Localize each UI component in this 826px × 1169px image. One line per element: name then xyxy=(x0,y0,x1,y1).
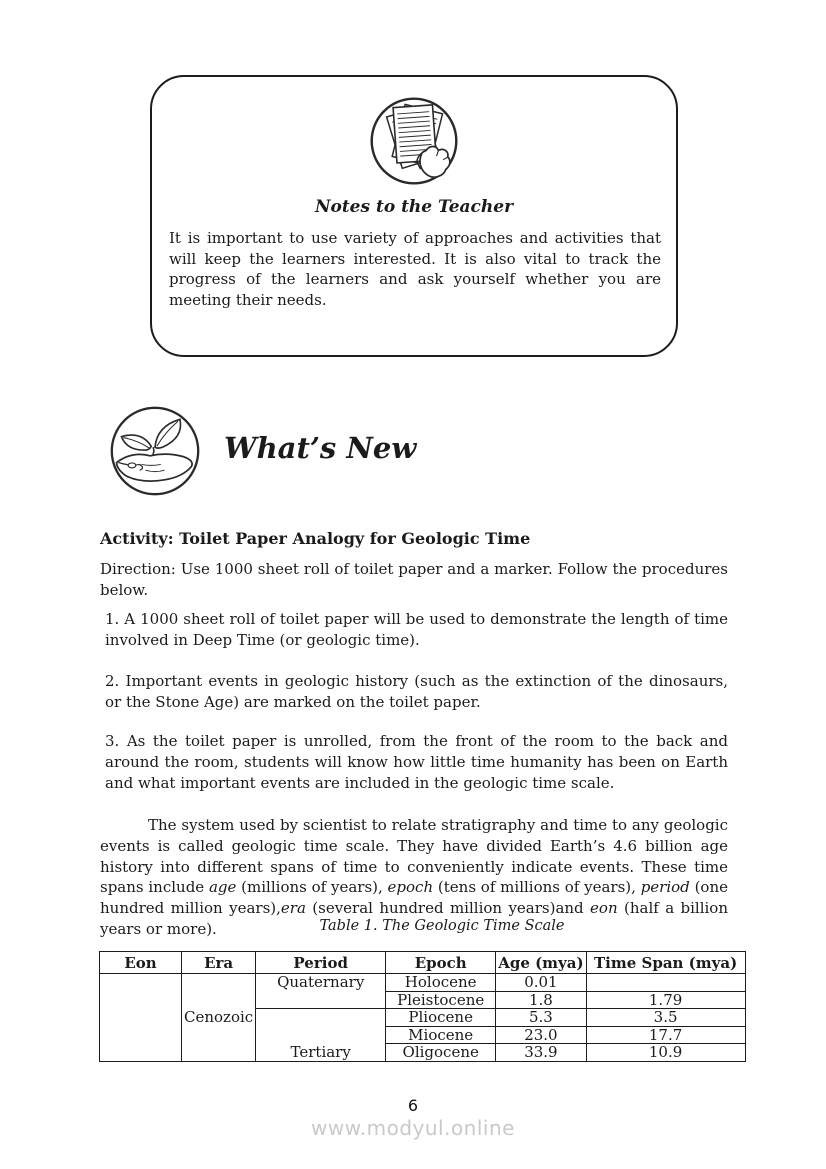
cell-time-span: 10.9 xyxy=(586,1044,745,1062)
header-period: Period xyxy=(256,952,386,974)
cell-period-quaternary: Quaternary xyxy=(256,974,386,1009)
cell-age: 5.3 xyxy=(496,1009,586,1027)
geologic-time-paragraph: The system used by scientist to relate stratigraphy and time to any geologic events is called geologic time scale. They have divided Earth’s 4.6 billion age history into different spans of time to conveniently indicate events. These time spans include age (millions of years), epoch (tens of millions of years), period (one hundred million years),era (several hundred million years)and eon (half a billion years or more). xyxy=(100,816,728,938)
notes-to-teacher-box xyxy=(150,75,678,357)
procedure-step-2: 2. Important events in geologic history (such as the extinction of the dinosaurs, or the Stone Age) are marked on the toilet paper. xyxy=(105,672,728,711)
cell-time-span: 3.5 xyxy=(586,1009,745,1027)
page-number: 6 xyxy=(407,1096,419,1115)
cell-epoch: Pleistocene xyxy=(386,991,496,1009)
procedure-step-1: 1. A 1000 sheet roll of toilet paper will be used to demonstrate the length of time involved in Deep Time (or geologic time). xyxy=(105,610,728,649)
watermark-text: www.modyul.online xyxy=(311,1116,515,1140)
header-eon: Eon xyxy=(100,952,182,974)
table-row xyxy=(100,974,746,992)
whats-new-heading: What’s New xyxy=(224,431,417,465)
cell-epoch: Holocene xyxy=(386,974,496,992)
activity-heading: Activity: Toilet Paper Analogy for Geologic Time xyxy=(100,529,531,548)
header-era: Era xyxy=(182,952,256,974)
cell-epoch: Miocene xyxy=(386,1026,496,1044)
header-time-span: Time Span (mya) xyxy=(586,952,745,974)
header-epoch: Epoch xyxy=(386,952,496,974)
cell-eon xyxy=(100,974,182,1062)
cell-age: 23.0 xyxy=(496,1026,586,1044)
cell-epoch: Pliocene xyxy=(386,1009,496,1027)
table-caption: Table 1. The Geologic Time Scale xyxy=(319,918,565,934)
notes-box-title: Notes to the Teacher xyxy=(314,197,514,217)
cell-time-span: 1.79 xyxy=(586,991,745,1009)
geologic-time-table xyxy=(99,951,746,1062)
cell-time-span xyxy=(586,974,745,992)
cell-era: Cenozoic xyxy=(182,974,256,1062)
cell-period-tertiary: Tertiary xyxy=(256,1009,386,1062)
cell-age: 33.9 xyxy=(496,1044,586,1062)
cell-age: 1.8 xyxy=(496,991,586,1009)
header-age: Age (mya) xyxy=(496,952,586,974)
papers-in-hand-icon xyxy=(367,94,461,188)
cell-age: 0.01 xyxy=(496,974,586,992)
cell-epoch: Oligocene xyxy=(386,1044,496,1062)
direction-text: Direction: Use 1000 sheet roll of toilet paper and a marker. Follow the procedures below. xyxy=(100,560,728,599)
cell-time-span: 17.7 xyxy=(586,1026,745,1044)
table-header-row xyxy=(100,952,746,974)
hand-holding-plant-icon xyxy=(107,403,203,499)
procedure-step-3: 3. As the toilet paper is unrolled, from the front of the room to the back and around the room, students will know how little time humanity has been on Earth and what important events are included in the geologic time scale. xyxy=(105,732,728,792)
notes-box-body: It is important to use variety of approaches and activities that will keep the learners interested. It is also vital to track the progress of the learners and ask yourself whether you are meeting their needs. xyxy=(169,229,661,310)
